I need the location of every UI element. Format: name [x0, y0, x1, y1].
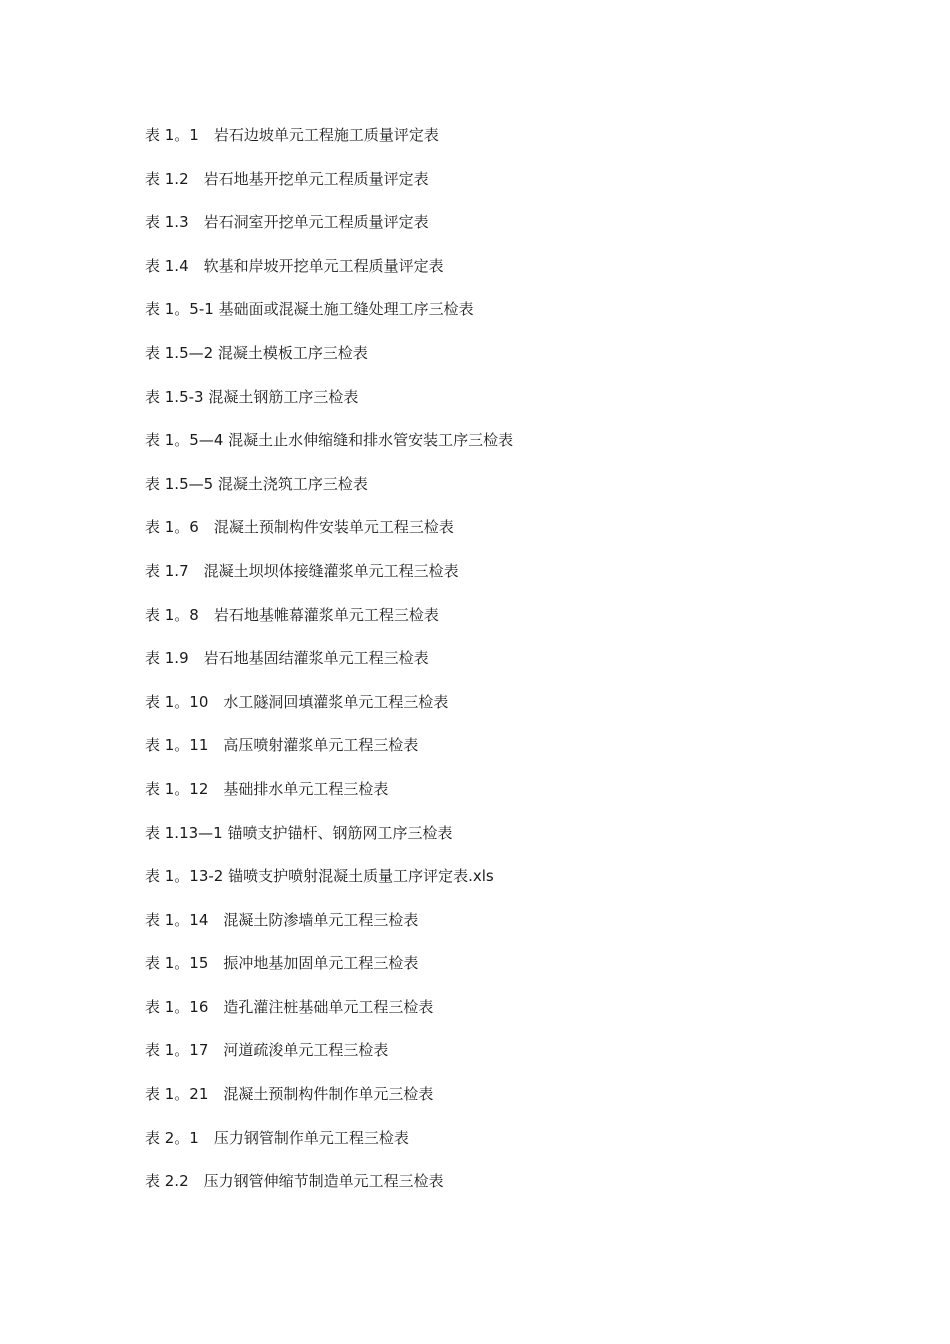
list-item: 表 1.5—2 混凝土模板工序三检表: [145, 343, 368, 362]
list-item: 表 1。11 高压喷射灌浆单元工程三检表: [145, 736, 419, 755]
list-item: 表 1.5-3 混凝土钢筋工序三检表: [145, 387, 359, 406]
table-index-list: [145, 124, 513, 1214]
list-item: 表 1。21 混凝土预制构件制作单元三检表: [145, 1085, 434, 1104]
list-item: 表 1。5-1 基础面或混凝土施工缝处理工序三检表: [145, 300, 474, 319]
list-item: 表 1.9 岩石地基固结灌浆单元工程三检表: [145, 649, 429, 668]
list-item: 表 1.3 岩石洞室开挖单元工程质量评定表: [145, 213, 429, 232]
list-item: 表 1。6 混凝土预制构件安装单元工程三检表: [145, 518, 454, 537]
list-item: 表 2。1 压力钢管制作单元工程三检表: [145, 1128, 409, 1147]
list-item: 表 1.7 混凝土坝坝体接缝灌浆单元工程三检表: [145, 561, 459, 580]
list-item: 表 2.2 压力钢管伸缩节制造单元工程三检表: [145, 1172, 444, 1191]
list-item: 表 1。10 水工隧洞回填灌浆单元工程三检表: [145, 692, 449, 711]
list-item: 表 1。12 基础排水单元工程三检表: [145, 779, 389, 798]
list-item: 表 1.2 岩石地基开挖单元工程质量评定表: [145, 169, 429, 188]
list-item: 表 1。8 岩石地基帷幕灌浆单元工程三检表: [145, 605, 439, 624]
list-item: 表 1。14 混凝土防渗墙单元工程三检表: [145, 910, 419, 929]
list-item: 表 1。17 河道疏浚单元工程三检表: [145, 1041, 389, 1060]
list-item: 表 1。13-2 锚喷支护喷射混凝土质量工序评定表.xls: [145, 867, 494, 886]
list-item: 表 1.13—1 锚喷支护锚杆、钢筋网工序三检表: [145, 823, 453, 842]
list-item: 表 1.4 软基和岸坡开挖单元工程质量评定表: [145, 256, 444, 275]
list-item: 表 1。5—4 混凝土止水伸缩缝和排水管安装工序三检表: [145, 431, 514, 450]
list-item: 表 1。1 岩石边坡单元工程施工质量评定表: [145, 126, 439, 144]
list-item: 表 1。15 振冲地基加固单元工程三检表: [145, 954, 419, 973]
list-item: 表 1。16 造孔灌注桩基础单元工程三检表: [145, 997, 434, 1016]
list-item: 表 1.5—5 混凝土浇筑工序三检表: [145, 474, 368, 493]
